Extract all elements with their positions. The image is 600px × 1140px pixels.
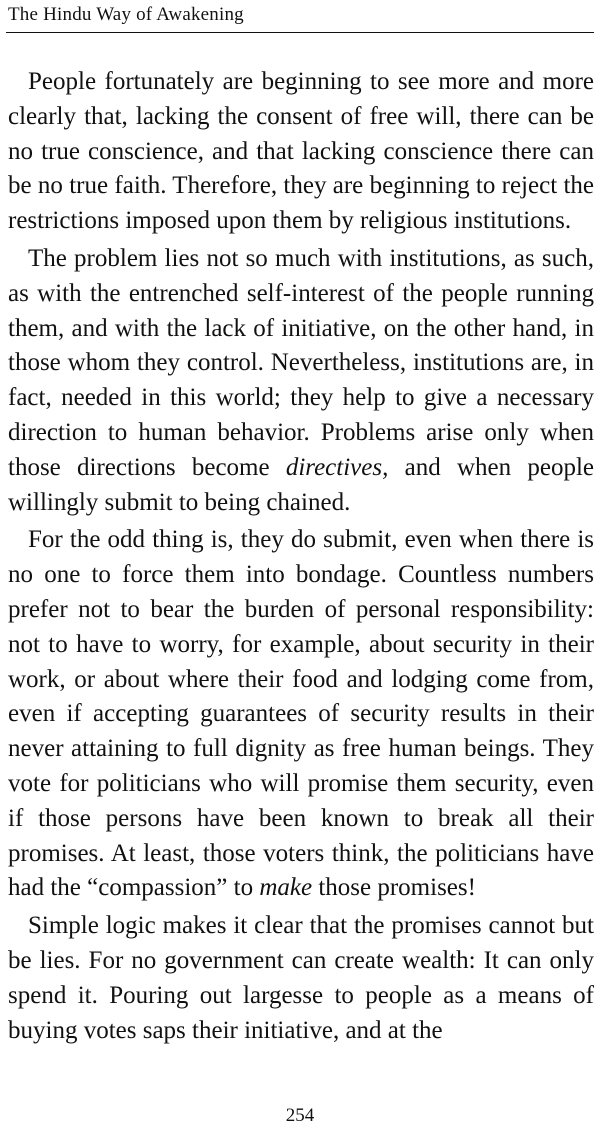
- paragraph-text: and when people willingly submit to being chained.: [8, 453, 594, 516]
- italic-word: directives,: [285, 453, 389, 481]
- paragraph-text: People fortunately are beginning to see more and more clearly that, lacking the consent of free will, there can be no true conscience, and that lacking conscience there can be no true faith. Therefore, they are beginning to reject the restrictions imposed upon them by religious institutions.: [8, 68, 594, 235]
- running-head: The Hindu Way of Awakening: [8, 4, 244, 25]
- body-text: [8, 65, 594, 1048]
- paragraph-text: The problem lies not so much with institutions, as such, as with the entrenched self-interest of the people running them, and with the lack of initiative, on the other hand, in those whom they control. Nevertheless, institutions are, in fact, needed in this world; they help to give a necessary direction to human behavior. Problems arise only when those directions become: [8, 244, 594, 481]
- paragraph: [8, 65, 594, 239]
- italic-word: make: [259, 874, 313, 902]
- page-number: 254: [285, 1105, 315, 1126]
- paragraph-text: For the odd thing is, they do submit, even when there is no one to force them into bondage. Countless numbers prefer not to bear the burden of personal responsibility: not to have to worry, for example, about security in their work, or about where their food and lodging come from, even if accepting guarantees of security results in their never attaining to full dignity as free human beings. They vote for politicians who will promise them security, even if those persons have been known to break all their promises. At least, those voters think, the politicians have had the “compassion” to: [8, 526, 594, 902]
- paragraph: [8, 523, 594, 906]
- paragraph: [8, 909, 594, 1048]
- paragraph-text: Simple logic makes it clear that the promises cannot but be lies. For no government can create wealth: It can only spend it. Pouring out largesse to people as a means of buying votes saps their initiative, and at the: [8, 912, 594, 1044]
- paragraph: [8, 242, 594, 520]
- header-rule: [6, 32, 594, 33]
- paragraph-text: those promises!: [312, 874, 476, 902]
